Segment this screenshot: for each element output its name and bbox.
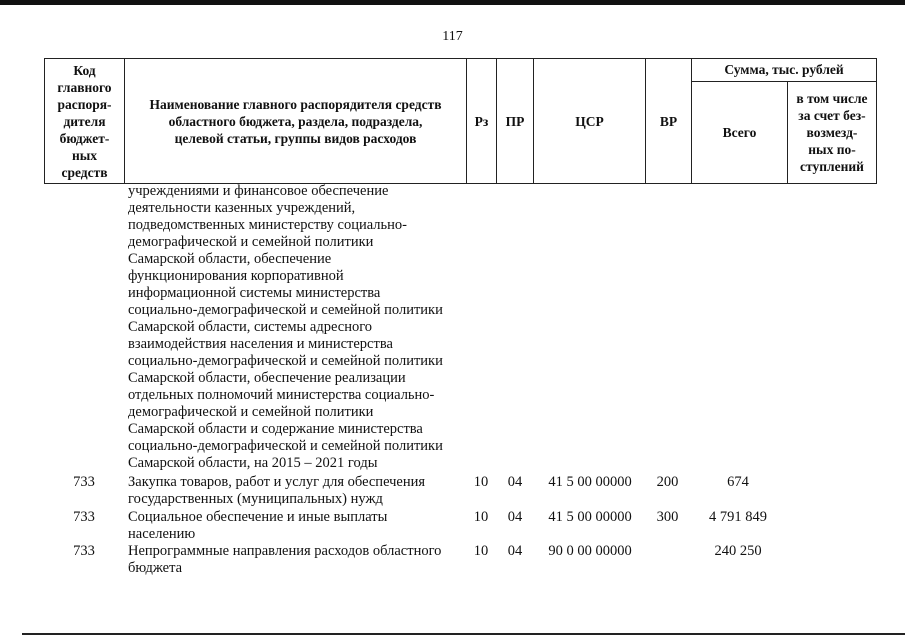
header-rz: Рз bbox=[467, 59, 497, 183]
row-pr: 04 bbox=[507, 509, 523, 525]
bottom-border bbox=[22, 633, 905, 635]
row-rz: 10 bbox=[473, 474, 489, 490]
row-rz: 10 bbox=[473, 543, 489, 559]
table-header bbox=[44, 58, 877, 184]
row-code: 733 bbox=[73, 509, 95, 525]
row-name: Социальное обеспечение и иные выплаты населению bbox=[128, 509, 388, 542]
row-name: Непрограммные направления расходов областного бюджета bbox=[128, 543, 442, 576]
header-vr: ВР bbox=[646, 59, 692, 183]
header-code: Код главного распоря- дителя бюджет- ных средств bbox=[45, 59, 125, 183]
header-total: Всего bbox=[692, 82, 788, 183]
continuation-text: учреждениями и финансовое обеспечение деятельности казенных учреждений, подведомственных министерству социально- демографической и семейной политики Самарской области, обеспечение функционирования корпоративной информационной системы министерства социально-демографической и семейной политики Самарской области, системы адресного взаимодействия населения и министерства социально-демографической и семейной политики Самарской области, обеспечение реализации отдельных полномочий министерства социально- демографической и семейной политики Самарской области и содержание министерства социально-демографической и семейной политики Самарской области, на 2015 – 2021 годы bbox=[128, 183, 443, 471]
top-border bbox=[0, 0, 905, 5]
row-total: 240 250 bbox=[714, 543, 762, 559]
header-csr: ЦСР bbox=[534, 59, 646, 183]
header-sum-title: Сумма, тыс. рублей bbox=[692, 59, 876, 82]
row-rz: 10 bbox=[473, 509, 489, 525]
row-name: Закупка товаров, работ и услуг для обеспечения государственных (муниципальных) нужд bbox=[128, 474, 426, 507]
header-name: Наименование главного распорядителя средств областного бюджета, раздела, подраздела, целевой статьи, группы видов расходов bbox=[125, 59, 467, 183]
header-pr: ПР bbox=[497, 59, 534, 183]
header-sum-group bbox=[692, 59, 876, 183]
header-incl: в том числе за счет без- возмезд- ных по- ступлений bbox=[796, 91, 868, 174]
page-number: 117 bbox=[442, 29, 463, 44]
row-total: 674 bbox=[727, 474, 749, 490]
row-vr: 300 bbox=[656, 509, 679, 525]
row-code: 733 bbox=[73, 474, 95, 490]
row-code: 733 bbox=[73, 543, 95, 559]
row-csr: 41 5 00 00000 bbox=[548, 509, 632, 525]
row-csr: 41 5 00 00000 bbox=[548, 474, 632, 490]
row-csr: 90 0 00 00000 bbox=[548, 543, 632, 559]
row-pr: 04 bbox=[507, 543, 523, 559]
row-vr: 200 bbox=[656, 474, 679, 490]
row-total: 4 791 849 bbox=[709, 509, 767, 525]
row-pr: 04 bbox=[507, 474, 523, 490]
